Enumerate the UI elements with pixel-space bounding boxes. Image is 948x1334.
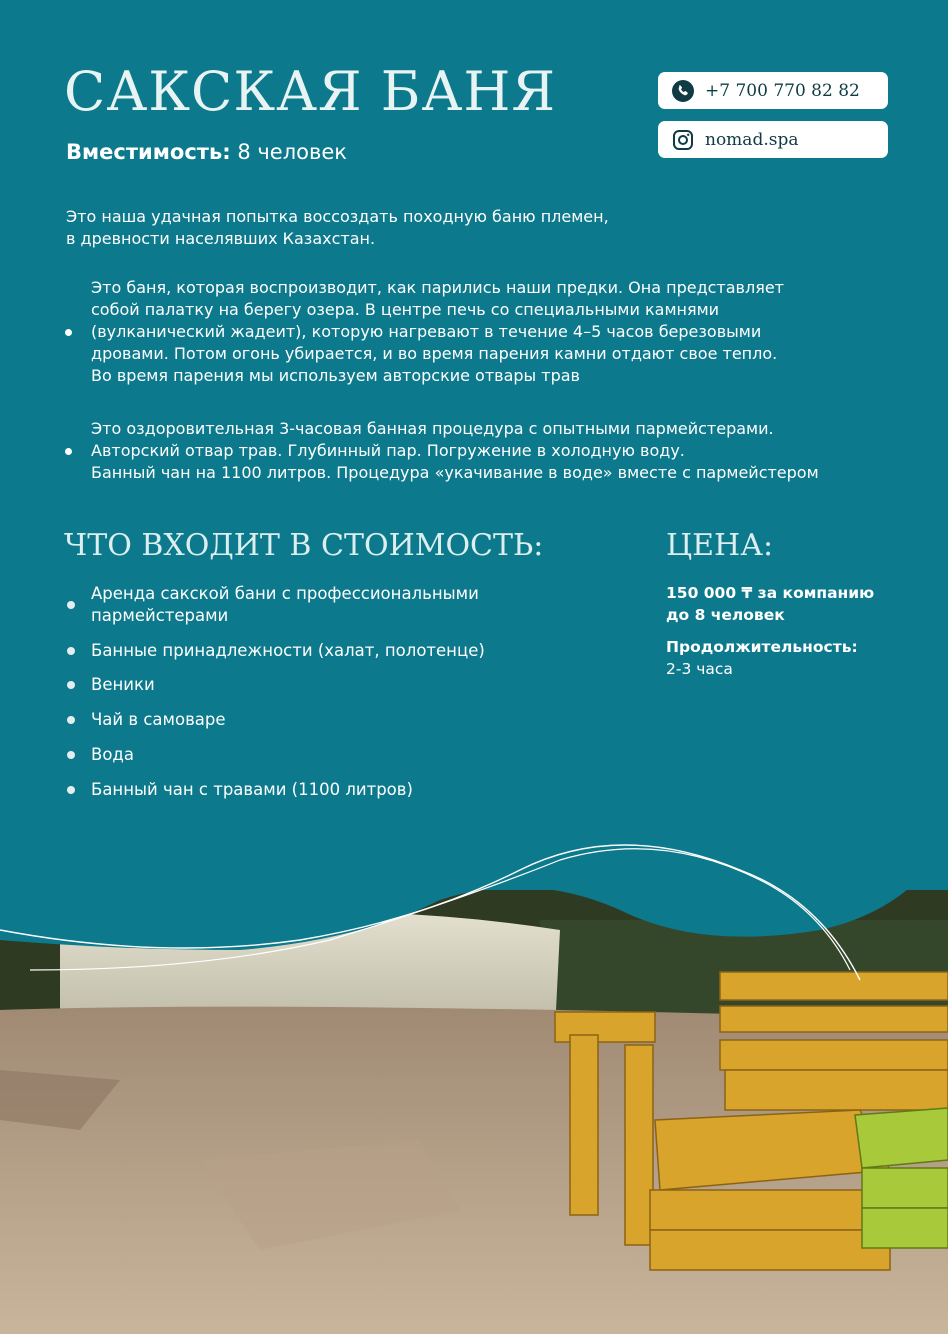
capacity-value: 8 человек <box>237 140 347 164</box>
description-line: собой палатку на берегу озера. В центре печь со специальными камнями <box>91 300 720 319</box>
description-line: (вулканический жадеит), которую нагревают в течение 4–5 часов березовыми <box>91 322 762 341</box>
intro-line: Это наша удачная попытка воссоздать походную баню племен, <box>66 207 609 226</box>
included-item: Чай в самоваре <box>91 709 571 731</box>
included-heading: ЧТО ВХОДИТ В СТОИМОСТЬ: <box>64 528 544 563</box>
phone-number: +7 700 770 82 82 <box>705 80 860 101</box>
description-line: Авторский отвар трав. Глубинный пар. Погружение в холодную воду. <box>91 441 685 460</box>
intro-text <box>66 206 886 250</box>
capacity <box>66 140 347 164</box>
description-item <box>91 277 921 387</box>
description-line: Банный чан на 1100 литров. Процедура «укачивание в воде» вместе с пармейстером <box>91 463 819 482</box>
description-line: Это баня, которая воспроизводит, как парились наши предки. Она представляет <box>91 278 784 297</box>
page-title: САКСКАЯ БАНЯ <box>64 60 557 123</box>
instagram-contact[interactable] <box>658 121 888 158</box>
phone-icon <box>671 79 695 103</box>
price-value <box>666 582 936 626</box>
bathhouse-photo <box>0 830 948 1334</box>
phone-contact[interactable] <box>658 72 888 109</box>
included-item: Банные принадлежности (халат, полотенце) <box>91 640 571 662</box>
description-line: Это оздоровительная 3-часовая банная процедура с опытными пармейстерами. <box>91 419 774 438</box>
price-heading: ЦЕНА: <box>666 528 774 563</box>
included-item: Банный чан с травами (1100 литров) <box>91 779 571 801</box>
price-line: 150 000 ₸ за компанию <box>666 584 875 602</box>
intro-line: в древности населявших Казахстан. <box>66 229 376 248</box>
instagram-icon <box>671 128 695 152</box>
included-item: Вода <box>91 744 571 766</box>
included-item: Аренда сакской бани с профессиональными пармейстерами <box>91 583 521 627</box>
duration-label: Продолжительность: <box>666 638 858 656</box>
price-line: до 8 человек <box>666 606 785 624</box>
included-item: Веники <box>91 674 571 696</box>
description-line: дровами. Потом огонь убирается, и во время парения камни отдают свое тепло. <box>91 344 778 363</box>
description-item <box>91 418 921 484</box>
duration-value: 2-3 часа <box>666 660 733 678</box>
instagram-handle: nomad.spa <box>705 129 799 150</box>
description-line: Во время парения мы используем авторские отвары трав <box>91 366 580 385</box>
capacity-label: Вместимость: <box>66 140 231 164</box>
